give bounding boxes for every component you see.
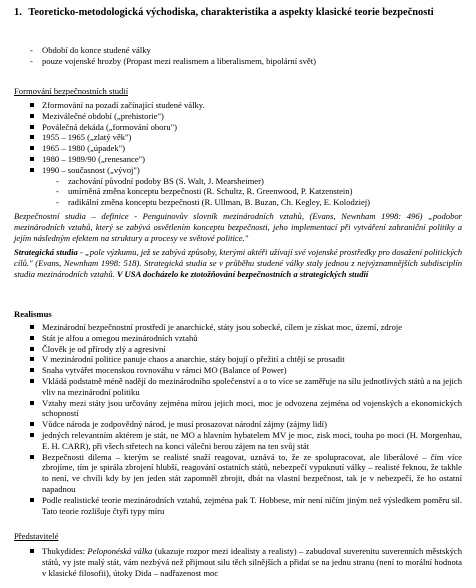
intro-list-block: [0, 45, 476, 67]
sub-list-item: - zachování původní podoby BS (S. Walt, J. Mearsheimer): [0, 176, 476, 187]
list-item: jedných relevantním aktérem je stát, ne MO a hlavním hybatelem MV je moc, zisk moci, touha po moci (H. Morgenhau, E. H. CARR), při všech střetech na konci válečni berou zájem na ten svůj stát: [0, 430, 476, 452]
list-item: Mezinárodní bezpečnostní prostředí je anarchické, státy jsou sobecké, cílem je získat moc, území, zdroje: [0, 322, 476, 333]
square-bullet-icon: [30, 347, 34, 351]
list-item: V mezinárodní politice panuje chaos a anarchie, státy bojují o přežití a chtějí se prosadit: [0, 354, 476, 365]
square-bullet-icon: [30, 549, 34, 553]
square-bullet-icon: [30, 114, 34, 118]
square-bullet-icon: [30, 357, 34, 361]
section-number: 1.: [14, 7, 22, 18]
square-bullet-icon: [30, 125, 34, 129]
section-title-text: Teoreticko-metodologická východiska, charakteristika a aspekty klasické teorie bezpečnosti: [28, 7, 434, 18]
square-bullet-icon: [30, 368, 34, 372]
list-item: Vůdce národa je zodpovědný národ, je musí prosazovat národní zájmy (zájmy lidí): [0, 419, 476, 430]
formovani-list: [0, 100, 476, 176]
list-item: Vztahy mezi státy jsou určovány zejména mírou jejich moci, moc je odvozena zejména od vojenských a ekonomických schopností: [0, 398, 476, 420]
realismus-heading: Realismus: [14, 309, 52, 319]
list-item: Meziválečné období („prehistorie"): [0, 111, 476, 122]
strategic-studies-paragraph: Strategická studia - „pole výzkumu, jež se zabývá způsoby, kterými aktéři užívají své vojenské prostředky pro dosažení politických cílů." (Evans, Newnham 1998: 518). Strategická studia se v průběhu studené války staly jednou z nejvýznamnějších subdisciplín studia mezinárodních vztahů. V USA docházelo ke ztotožňování bezpečnostních a strategických studií: [14, 247, 462, 279]
square-bullet-icon: [30, 498, 34, 502]
predstavitele-list-block: [0, 546, 476, 578]
list-item: Podle realistické teorie mezinárodních vztahů, zejména pak T. Hobbese, mír není ničím jiným než výsledkem poměru sil. Tato teorie rozlišuje čtyři typy míru: [0, 495, 476, 517]
list-item: 1980 – 1989/90 („renesance"): [0, 154, 476, 165]
square-bullet-icon: [30, 433, 34, 437]
list-item: Vkládá podstatně méně nadějí do mezinárodního společenství a o to více se zaměřuje na sílu jednotlivých států a na jejich vliv na mezinárodní politiku: [0, 376, 476, 398]
formovani-heading: Formování bezpečnostních studií: [14, 86, 129, 96]
square-bullet-icon: [30, 455, 34, 459]
square-bullet-icon: [30, 135, 34, 139]
square-bullet-icon: [30, 325, 34, 329]
list-item: Člověk je od přírody zlý a agresivní: [0, 344, 476, 355]
definition-paragraph: Bezpečnostní studia – definice - Penguinovův slovník mezinárodních vztahů, (Evans, Newnham 1998: 496) „podobor mezinárodních vztahů, který se zabývá osvětlením konceptu bezpečnosti, jeho implementací při vytváření zahraniční politiky a jejím následným efektem na struktury a procesy ve světové politice.": [14, 211, 463, 243]
formovani-sub-list: [0, 176, 476, 208]
list-item: 1955 – 1965 („zlatý věk"): [0, 132, 476, 143]
list-item: Stát je alfou a omegou mezinárodních vztahů: [0, 333, 476, 344]
list-item: Poválečná dekáda („formování oboru"): [0, 122, 476, 133]
square-bullet-icon: [30, 379, 34, 383]
list-item: Bezpečnosti dilema – kterým se realisté snaží reagovat, uznává to, že ze spolupracovat, ale liberálové – čím více zbrojíme, tím je spirála zbrojení hlubší, reagování ostatních států, nebezpečí vypuknutí války – realisté řeknou, že takhle to není, ve chvíli kdy by jen jeden stát zapomněl zbrojit, dbát na vlastní bezpečnost, tak je v nebezpečí, že ho ostatní napadnou: [0, 452, 476, 495]
list-item: Zformování na pozadí začínající studené války.: [0, 100, 476, 111]
square-bullet-icon: [30, 336, 34, 340]
list-item: 1990 – současnost („vývoj"): [0, 165, 476, 176]
list-item: Thukydides: Peloponéská válka (ukazuje rozpor mezi idealisty a realisty) – zabudoval suverenitu suverenních městských států, vy jste malý stát, vám nezbývá než přijmout silu těch silnějších a přidat se na jednu stranu (není to morální hodnota v klasické filosofii), útoky Dida – nadřazenost moc: [0, 546, 476, 578]
predstavitele-heading: Představitelé: [14, 531, 59, 541]
predstavitele-list: [0, 546, 476, 578]
square-bullet-icon: [30, 168, 34, 172]
square-bullet-icon: [30, 146, 34, 150]
square-bullet-icon: [30, 157, 34, 161]
list-item: 1965 – 1980 („úpadek"): [0, 143, 476, 154]
formovani-list-block: [0, 100, 476, 208]
intro-list: [0, 45, 476, 67]
realismus-list-block: [0, 322, 476, 516]
intro-item: - pouze vojenské hrozby (Propast mezi realismem a liberalismem, bipolární svět): [0, 56, 476, 67]
intro-item: - Období do konce studené války: [0, 45, 476, 56]
square-bullet-icon: [30, 103, 34, 107]
realismus-list: [0, 322, 476, 516]
sub-list-item: - umírněná změna konceptu bezpečnosti (R. Schultz, R. Greenwood, P. Katzenstein): [0, 186, 476, 197]
list-item: Snaha vytvářet mocenskou rovnováhu v rámci MO (Balance of Power): [0, 365, 476, 376]
square-bullet-icon: [30, 422, 34, 426]
section-title: [14, 6, 462, 19]
square-bullet-icon: [30, 401, 34, 405]
sub-list-item: - radikální změna konceptu bezpečnosti (R. Ullman, B. Buzan, Ch. Kegley, E. Kolodziej): [0, 197, 476, 208]
